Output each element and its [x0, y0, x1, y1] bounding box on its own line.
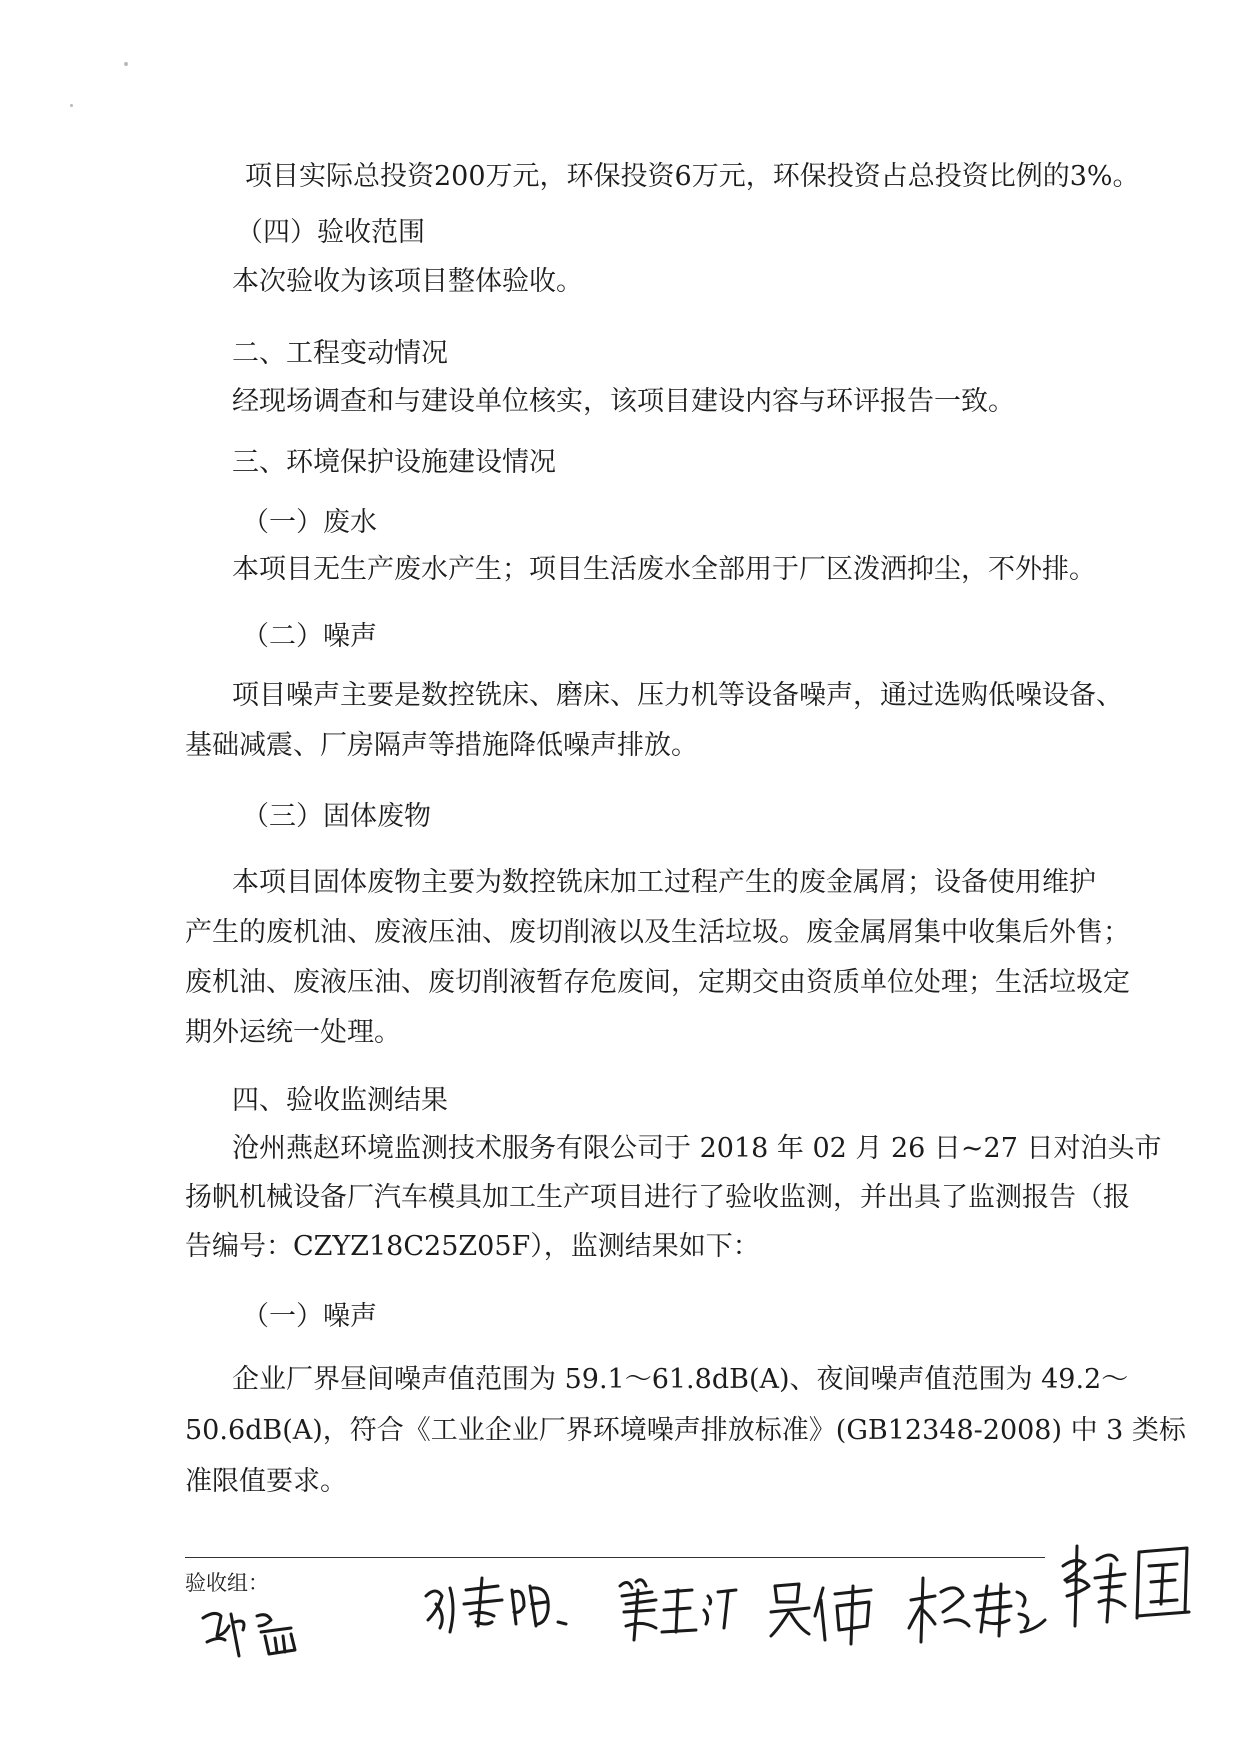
heading-monitoring-results: 四、验收监测结果 [232, 1085, 448, 1116]
heading-noise-results: （一）噪声 [242, 1301, 377, 1332]
paragraph-monitoring-line: 扬帆机械设备厂汽车模具加工生产项目进行了验收监测，并出具了监测报告（报 [185, 1182, 1130, 1213]
signature-sun-chunguo [1055, 1530, 1215, 1640]
paragraph-solid-waste-line: 期外运统一处理。 [185, 1017, 401, 1048]
signature-deng-chunming [420, 1566, 590, 1644]
heading-solid-waste: （三）固体废物 [242, 801, 431, 832]
heading-wastewater: （一）废水 [242, 507, 377, 538]
paragraph-investment: 项目实际总投资200万元，环保投资6万元，环保投资占总投资比例的3%。 [245, 161, 1140, 192]
paragraph-noise-results-line: 50.6dB(A)，符合《工业企业厂界环境噪声排放标准》(GB12348-2008) 中 3 类标 [185, 1415, 1186, 1446]
signature-zhang-meng [195, 1596, 315, 1666]
paragraph-monitoring-line: 沧州燕赵环境监测技术服务有限公司于 2018 年 02 月 26 日~27 日对泊头市 [232, 1133, 1162, 1164]
signature-divider [185, 1557, 1045, 1558]
scan-speck [70, 104, 73, 107]
paragraph-noise-results-line: 准限值要求。 [185, 1466, 347, 1497]
paragraph-wastewater: 本项目无生产废水产生；项目生活废水全部用于厂区泼洒抑尘，不外排。 [232, 554, 1096, 585]
heading-env-facilities: 三、环境保护设施建设情况 [232, 447, 556, 478]
scan-speck [124, 62, 128, 66]
paragraph-solid-waste-line: 本项目固体废物主要为数控铣床加工过程产生的废金属屑；设备使用维护 [232, 867, 1096, 898]
signature-zhai-yujiang [612, 1570, 742, 1650]
signature-yang-bin [905, 1566, 1055, 1652]
paragraph-monitoring-line: 告编号：CZYZ18C25Z05F），监测结果如下： [185, 1231, 760, 1262]
signature-label: 验收组： [185, 1571, 269, 1595]
paragraph-solid-waste-line: 产生的废机油、废液压油、废切削液以及生活垃圾。废金属屑集中收集后外售； [185, 917, 1130, 948]
paragraph-noise-line: 基础减震、厂房隔声等措施降低噪声排放。 [185, 730, 698, 761]
heading-noise: （二）噪声 [242, 621, 377, 652]
paragraph-engineering-changes: 经现场调查和与建设单位核实，该项目建设内容与环评报告一致。 [232, 386, 1015, 417]
heading-acceptance-scope: （四）验收范围 [236, 217, 425, 248]
heading-engineering-changes: 二、工程变动情况 [232, 338, 448, 369]
paragraph-noise-results-line: 企业厂界昼间噪声值范围为 59.1～61.8dB(A)、夜间噪声值范围为 49.2～ [232, 1364, 1129, 1395]
paragraph-noise-line: 项目噪声主要是数控铣床、磨床、压力机等设备噪声，通过选购低噪设备、 [232, 680, 1123, 711]
signature-wu-wei [765, 1572, 895, 1652]
paragraph-solid-waste-line: 废机油、废液压油、废切削液暂存危废间，定期交由资质单位处理；生活垃圾定 [185, 967, 1130, 998]
paragraph-acceptance-scope: 本次验收为该项目整体验收。 [232, 266, 583, 297]
